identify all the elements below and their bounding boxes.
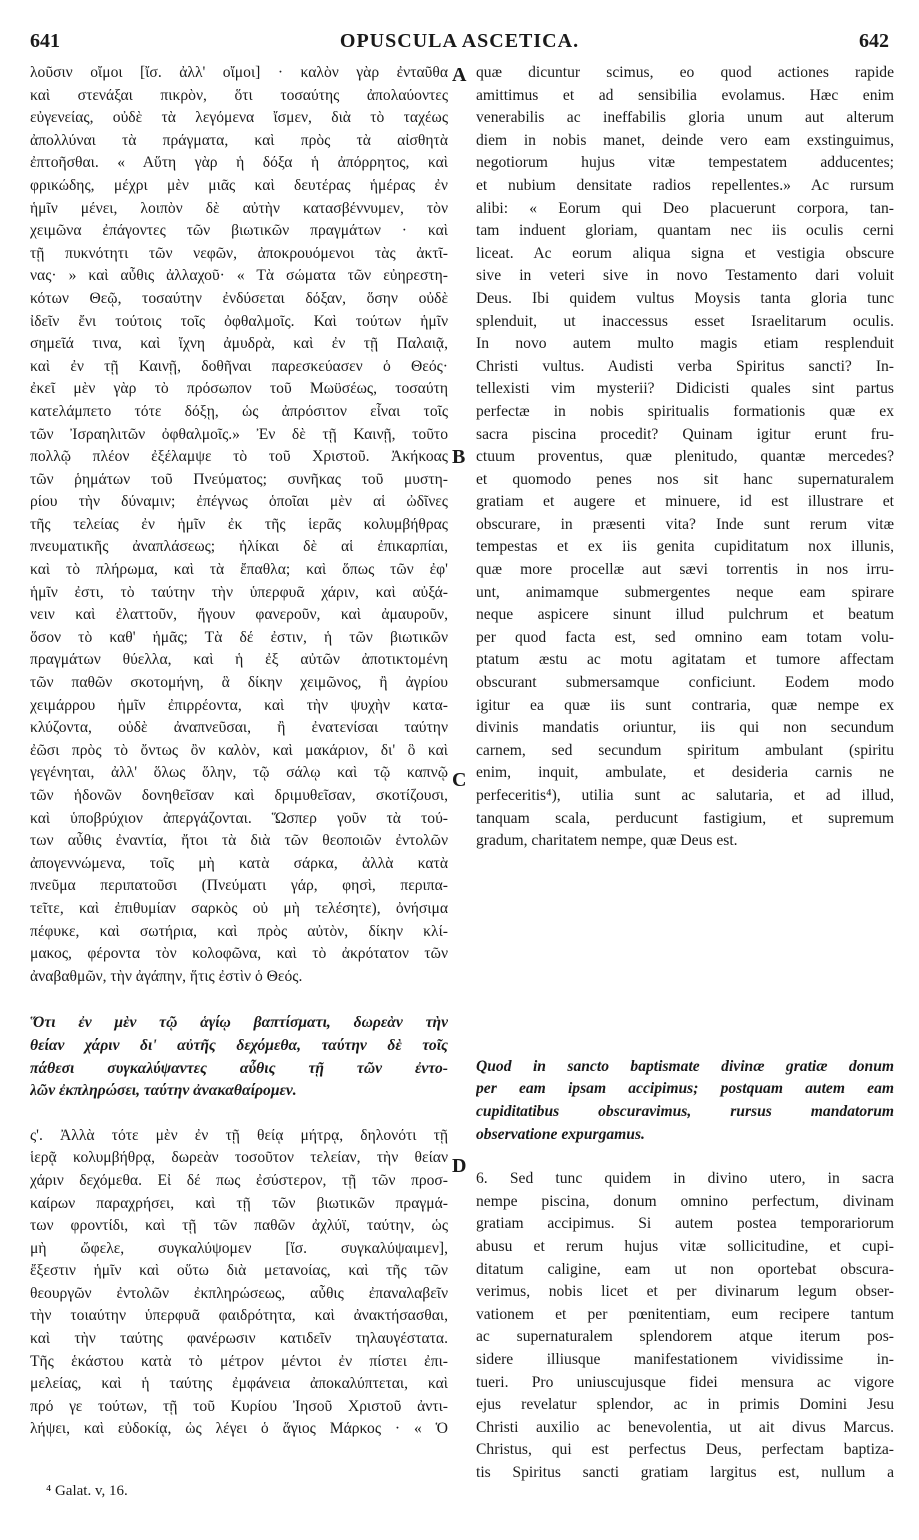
- latin-text-line: quæ more procellæ aut sævi torrentis in nos irru-: [476, 561, 894, 579]
- page-number-right: 642: [859, 30, 889, 52]
- latin-heading-line: Quod in sancto baptismate divinæ gratiæ donum: [476, 1057, 894, 1075]
- greek-text-line: σημεῖά τινα, καὶ ἴχνη ἀμυδρὰ, καὶ ἐν τῇ Παλαιᾷ,: [30, 335, 448, 353]
- greek-heading-line: πάθεσι συγκαλύψαντες αὖθις τῇ τῶν ἐντο-: [30, 1059, 448, 1077]
- latin-text-line: carnem, sed secundum spiritum ambulant (spiritu: [476, 741, 894, 759]
- greek-text-line: πνευματικῆς ἀναπλάσεως; ἡλίκαι δὲ αἱ ἐπικαρπίαι,: [30, 538, 448, 556]
- latin-text-line: divinis mandatis oriuntur, iis qui non secundum: [476, 719, 894, 737]
- section-marker-d: D: [452, 1155, 467, 1177]
- greek-heading-line: Ὅτι ἐν μὲν τῷ ἁγίῳ βαπτίσματι, δωρεὰν τὴν: [30, 1014, 448, 1032]
- greek-text-line: καὶ στενάξαι πικρὸν, ὅτι τοσαύτης ἀπολαύοντες: [30, 86, 448, 104]
- latin-text-line: 6. Sed tunc quidem in divino utero, in sacra: [476, 1170, 894, 1188]
- greek-text-line: χειμάρρου ἡμῖν ἐπιρρέοντα, καὶ τὴν ψυχὴν κατα-: [30, 696, 448, 714]
- greek-text-line: πνεῦμα περιπατοῦσι (Πνεύματι γάρ, φησὶ, περιπα-: [30, 877, 448, 895]
- latin-text-line: alibi: « Eorum qui Deo placuerunt corpora, tan-: [476, 199, 894, 217]
- latin-text-line: negotiorum hujus vitæ tempestatem adducentes;: [476, 154, 894, 172]
- greek-text-line: κατελάμπετο τότε δόξῃ, ὡς ἀπρόσιτον εἶναι τοῖς: [30, 402, 448, 420]
- greek-text-line: λήψει, καὶ εὐδοκίᾳ, ὡς λέγει ὁ ἅγιος Μάρκος · « Ὁ: [30, 1420, 448, 1438]
- greek-text-line: ἐκεῖ μὲν γὰρ τὸ πρόσωπον τοῦ Μωϋσέως, τοσαύτη: [30, 380, 448, 398]
- latin-text-line: splenduit, ut inaccessus esset Israelitarum oculis.: [476, 312, 894, 330]
- latin-text-line: sive in veteri sive in novo Testamento dari voluit: [476, 267, 894, 285]
- greek-text-line: Τῆς ἑκάστου κατὰ τὸ μέτρον μέντοι ἐν πίστει ἐπι-: [30, 1352, 448, 1370]
- greek-text-line: κλύζοντα, οὐδὲ ἀναπνεῦσαι, ἢ ἐνατενίσαι ταύτην: [30, 719, 448, 737]
- latin-text-line: ejus revelatur splendor, ac in primis Domini Jesu: [476, 1396, 894, 1414]
- latin-heading-line: per eam ipsam accipimus; postquam autem eam: [476, 1080, 894, 1098]
- latin-text-line: quæ dicuntur scimus, eo quod actiones rapide: [476, 64, 894, 81]
- greek-text-line: πέφυκε, καὶ σωτήρια, καὶ πρὸς αὐτὸν, δίκην κλί-: [30, 922, 448, 940]
- latin-text-line: liceat. Ac eorum aliqua signa et vestigia obscure: [476, 244, 894, 262]
- greek-text-line: ρίου τὴν δύναμιν; ἐπέγνως ὁποῖαι μὲν αἱ ὠδῖνες: [30, 493, 448, 511]
- latin-text-line: tis Spiritus sancti gratiam largitus est, nullum a: [476, 1463, 894, 1481]
- latin-text-line: tempestas et ex iis genita cupiditatum nox illunis,: [476, 538, 894, 556]
- greek-text-line: τῶν ῥημάτων τοῦ Πνεύματος; συνῆκας τοῦ μυστη-: [30, 470, 448, 488]
- latin-text-line: sidere illiusque manifestationem vividissime in-: [476, 1350, 894, 1368]
- latin-text-line: gratiam accipimus. Si autem postea temporariorum: [476, 1215, 894, 1233]
- latin-text-line: venerabilis ac ineffabilis gloria unum aut alterum: [476, 109, 894, 127]
- latin-text-line: diem in nobis manet, deinde vero eam exstinguimus,: [476, 131, 894, 149]
- column-spacer: [476, 853, 894, 1056]
- greek-heading-line: λῶν ἐκπληρώσει, ταύτην ἀνακαθαίρομεν.: [30, 1082, 297, 1100]
- greek-text-line: ἡμῖν μένει, λοιπὸν δὲ αὐτὴν κατασβέννυμεν, τὸν: [30, 199, 448, 217]
- latin-text-line: Christus, qui est perfectus Deus, perfectam baptiza-: [476, 1441, 894, 1459]
- latin-text-line: In novo autem multo magis etiam resplenduit: [476, 335, 894, 353]
- greek-text-line: τῶν ἡδονῶν δονηθεῖσαν καὶ δριμυθεῖσαν, σκοτίζουσι,: [30, 787, 448, 804]
- latin-text-line: et nubium densitate radios repellentes.» Ac rursum: [476, 176, 894, 194]
- footnote: ⁴ Galat. v, 16.: [46, 1483, 128, 1499]
- greek-text-line: πρό γε τούτων, τῇ τοῦ Κυρίου Ἰησοῦ Χριστοῦ ἀντι-: [30, 1397, 448, 1415]
- latin-text-line: tellexisti vim mysterii? Didicisti quales sint partus: [476, 380, 894, 398]
- greek-text-line: φρικώδης, μέχρι μὲν μιᾶς καὶ δευτέρας ἡμέρας ἐν: [30, 176, 448, 194]
- greek-text-line: ς'. Ἀλλὰ τότε μὲν ἐν τῇ θείᾳ μήτρᾳ, δηλονότι τῇ: [30, 1126, 448, 1144]
- latin-text-line: unt, animamque submergentes neque eam spirare: [476, 583, 894, 601]
- latin-text-line: tam induent gloriam, quantam nec iis oculis cerni: [476, 222, 894, 240]
- greek-text-line: μακος, φέροντα τὸν κολοφῶνα, καὶ τὸ ἀκρότατον τῶν: [30, 945, 448, 963]
- greek-heading-line: θείαν χάριν δι' αὐτῆς δεχόμεθα, ταύτην δὲ τοῖς: [30, 1036, 448, 1054]
- paragraph-gap: [476, 1146, 894, 1168]
- greek-text-line: νειν καὶ ἐλαττοῦν, ἤγουν φανεροῦν, καὶ ἀμαυροῦν,: [30, 606, 448, 624]
- greek-text-line: καὶ ἐν τῇ Καινῇ, δοθῆναι παρεσκεύασεν ὁ Θεός·: [30, 357, 448, 375]
- greek-text-line: των φροντίδι, καὶ τῇ τῶν παθῶν ἀχλύϊ, ταύτην, ὡς: [30, 1217, 448, 1235]
- latin-text-line: ctuum proventus, quæ plenitudo, quantæ mercedes?: [476, 448, 894, 466]
- latin-text-line: ac supernaturalem splendorem atque iterum pos-: [476, 1328, 894, 1346]
- paragraph-gap: [30, 988, 448, 1012]
- latin-text-line: Deus. Ibi quidem vultus Moysis tanta gloria tunc: [476, 289, 894, 307]
- greek-text-line: των αὖθις ἐναντία, ἤτοι τὰ διὰ τῶν θεοποιῶν ἐντολῶν: [30, 832, 448, 850]
- greek-text-line: γεγένηται, ἀλλ' ὅλως ὅλην, τῷ σάλῳ καὶ τῷ καπνῷ: [30, 764, 448, 782]
- greek-text-line: ἐῶσι πρὸς τὸ ὄντως ὂν καλὸν, καὶ μακάριον, δι' ὃ καὶ: [30, 741, 448, 759]
- paragraph-gap: [30, 1103, 448, 1125]
- latin-text-line: Christi auxilio ac benevolentia, ut ait divus Marcus.: [476, 1418, 894, 1436]
- latin-text-line: perfectæ in nobis spiritualis formationis quæ ex: [476, 402, 894, 420]
- latin-text-line: abusu et rerum hujus vitæ sollicitudine, et cupi-: [476, 1237, 894, 1255]
- latin-text-line: obscurare, in præsenti vita? Inde sunt rerum vitæ: [476, 515, 894, 533]
- latin-text-line: et quomodo penes nos sit hanc supernaturalem: [476, 470, 894, 488]
- latin-text-line: amittimus et ad sensibilia evolamus. Hæc enim: [476, 86, 894, 104]
- latin-text-line: obscurant submersamque conficiunt. Eodem modo: [476, 674, 894, 692]
- latin-text-line: perfeceritis⁴), utilia sunt ac salutaria, et ad illud,: [476, 787, 894, 804]
- latin-text-line: ditatum caligine, eam ut non oportebat obscura-: [476, 1260, 894, 1278]
- latin-text-line: tueri. Pro uniuscujusque fidei mensura ac vigore: [476, 1373, 894, 1391]
- greek-column: [30, 62, 448, 1441]
- greek-text-line: τὴν τοιαύτην ὑπερφυᾶ φαιδρότητα, καὶ ἀνακτήσασθαι,: [30, 1307, 448, 1325]
- latin-text-line: vationem et per pœnitentiam, eum recipere tantum: [476, 1305, 894, 1323]
- greek-text-line: χειμῶνα ἐπάγοντες τῶν βιωτικῶν πραγμάτων · καὶ: [30, 222, 448, 240]
- greek-text-line: μὴ ὤφελε, συγκαλύψομεν [ἴσ. συγκαλύψαιμεν],: [30, 1239, 448, 1257]
- latin-text-line: gradum, charitatem nempe, quæ Deus est.: [476, 832, 738, 850]
- greek-text-line: κότων Θεῷ, τοσαύτην ἐνδύσεται δόξαν, ὅσην οὐδὲ: [30, 289, 448, 307]
- latin-text-line: gratiam et augere et minuere, id est illustrare et: [476, 493, 894, 511]
- greek-text-line: λοῦσιν οἴμοι [ἴσ. ἀλλ' οἴμοι] · καλὸν γὰρ ἐνταῦθα: [30, 64, 448, 81]
- greek-text-line: εὐγενείας, οὐδὲ τὰ λεγόμενα ἴσμεν, διὰ τὸ ταχέως: [30, 109, 448, 127]
- latin-text-line: tanquam scala, perducunt fastigium, et supremum: [476, 809, 894, 827]
- greek-text-line: καὶ ὑποβρύχιον ἀπεργάζονται. Ὥσπερ γοῦν τὰ τού-: [30, 809, 448, 827]
- latin-text-line: sacra piscina procedit? Quinam igitur erunt fru-: [476, 425, 894, 443]
- running-header: [30, 30, 889, 60]
- greek-text-line: ἀπολλύναι τὰ πράγματα, καὶ πρὸς τὰ αἰσθητὰ: [30, 131, 448, 149]
- greek-text-line: ἡμῖν ἐστι, τὸ ταύτην τὴν ὑπερφυᾶ χάριν, καὶ αὐξά-: [30, 583, 448, 601]
- greek-text-line: νας· » καὶ αὖθις ἀλλαχοῦ· « Τὰ σώματα τῶν εὐηρεστη-: [30, 267, 448, 285]
- latin-heading-line: observatione expurgamus.: [476, 1125, 645, 1143]
- latin-column: [476, 62, 894, 1484]
- greek-text-line: καίρων παραχρήσει, καὶ τῇ τῶν βιωτικῶν πραγμά-: [30, 1194, 448, 1212]
- greek-text-line: τεῖτε, καὶ ἐπιθυμίαν σαρκὸς οὐ μὴ τελέσητε), ὀνήσιμα: [30, 899, 448, 917]
- section-marker-c: C: [452, 769, 467, 791]
- latin-text-line: per quod facta est, sed omnino eam totam volu-: [476, 628, 894, 646]
- greek-text-line: πραγμάτων θύελλα, καὶ ἡ ἐξ αὐτῶν ἀποτικτομένη: [30, 651, 448, 669]
- greek-text-line: πολλῷ πλέον ἐξέλαμψε τὸ τοῦ Χριστοῦ. Ἀκήκοας: [30, 448, 448, 466]
- greek-text-line: ὅσον τὸ καθ' ἡμᾶς; Τὰ δέ ἐστιν, ἡ τῶν βιωτικῶν: [30, 628, 448, 646]
- latin-text-line: neque aspicere sinunt illud pulchrum et beatum: [476, 606, 894, 624]
- latin-text-line: verimus, nobis licet et per divinarum legum obser-: [476, 1283, 894, 1301]
- greek-text-line: τῶν παθῶν σκοτομήνη, ἃ δίκην χειμῶνος, ἢ ἀγρίου: [30, 674, 448, 692]
- page-number-left: 641: [30, 30, 60, 52]
- latin-heading-line: cupiditatibus obscuravimus, rursus mandatorum: [476, 1102, 894, 1120]
- latin-text-line: Christi vultus. Audisti verba Spiritus sancti? In-: [476, 357, 894, 375]
- latin-text-line: igitur ea quæ iis sunt contraria, quæ nempe ex: [476, 696, 894, 714]
- section-marker-a: A: [452, 64, 467, 86]
- greek-text-line: ἔξεστιν ἡμῖν καὶ οὕτω διὰ μετανοίας, καὶ τῆς τῶν: [30, 1262, 448, 1280]
- greek-text-line: ἐπτοῆσθαι. « Αὕτη γὰρ ἡ δόξα ἡ ἀπόρρητος, καὶ: [30, 154, 448, 172]
- greek-text-line: θεουργῶν ἐντολῶν ἐκπληρώσεως, αὖθις ἐπαναλαβεῖν: [30, 1284, 448, 1302]
- latin-text-line: ptatum æstu ac motu agitatam et tumore affectam: [476, 651, 894, 669]
- greek-text-line: χάριν δεχόμεθα. Εἰ δέ πως ἐσύστερον, τῇ τῶν προσ-: [30, 1171, 448, 1189]
- greek-text-line: καὶ τὴν ταύτης φανέρωσιν κατιδεῖν τηλαυγέστατα.: [30, 1330, 448, 1348]
- greek-text-line: μελείας, καὶ ἡ ταύτης ἐμφάνεια ἀποκαλύπτεται, καὶ: [30, 1375, 448, 1393]
- latin-text-line: nempe piscina, donum omnino perfectum, divinam: [476, 1192, 894, 1210]
- greek-text-line: ἰδεῖν ἔνι τούτοις τοῖς ὀφθαλμοῖς. Καὶ τούτων ἡμῖν: [30, 312, 448, 330]
- running-title: OPUSCULA ASCETICA.: [339, 30, 580, 52]
- greek-text-line: ἀπογεννώμενα, τοῖς μὴ κατὰ σάρκα, ἀλλὰ κατὰ: [30, 854, 448, 872]
- greek-text-line: τῶν Ἰσραηλιτῶν ὀφθαλμοῖς.» Ἐν δὲ τῇ Καινῇ, τοῦτο: [30, 425, 448, 443]
- latin-text-line: enim, inquit, ambulate, et desideria carnis ne: [476, 764, 894, 782]
- greek-text-line: ἱερᾷ κολυμβήθρᾳ, δωρεὰν τοσοῦτον τελείαν, τὴν θείαν: [30, 1149, 448, 1167]
- greek-text-line: καὶ τὸ πλήρωμα, καὶ τὰ ἔπαθλα; καὶ ὅπως τῶν ἐφ': [30, 561, 448, 579]
- greek-text-line: τῇ πυκνότητι τῶν νεφῶν, ἀποκρουόμενοι τὰς ἀκτῖ-: [30, 244, 448, 262]
- section-marker-b: B: [452, 446, 466, 468]
- greek-text-line: τῆς τελείας ἐν ἡμῖν ἐκ τῆς ἱερᾶς κολυμβήθρας: [30, 515, 448, 533]
- greek-text-line: ἀναβαθμῶν, τὴν ἀγάπην, ἥτις ἐστὶν ὁ Θεός.: [30, 967, 303, 985]
